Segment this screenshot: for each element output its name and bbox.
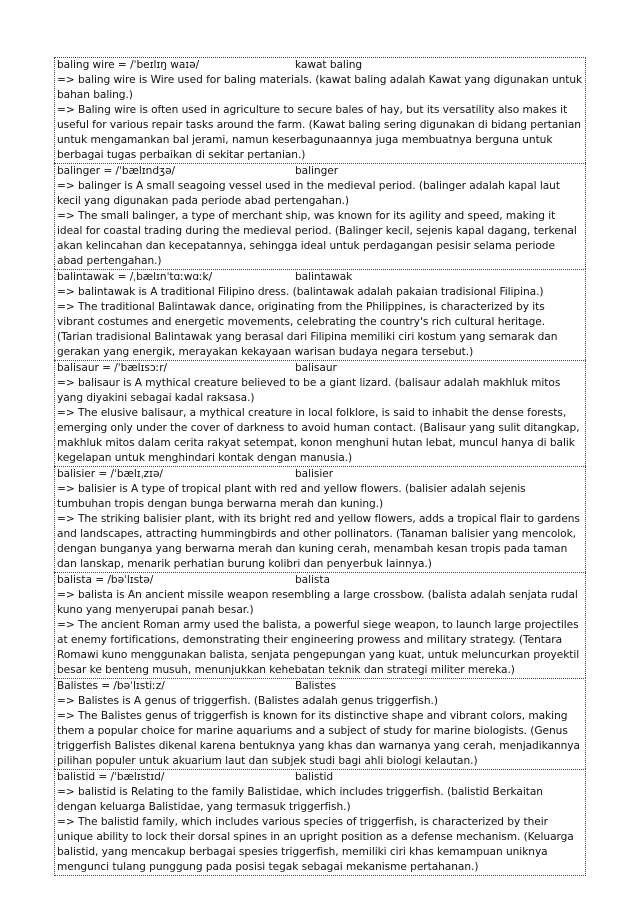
entry-definition: => balinger is A small seagoing vessel used in the medieval period. (balinger adalah kapal laut kecil yang digunakan pada periode abad pertengahan.) (57, 180, 560, 207)
entry-example: => The ancient Roman army used the balista, a powerful siege weapon, to launch large projectiles at enemy fortifications, demonstrating their engineering prowess and military strategy. (Tentara Romawi kuno menggunakan balista, senjata pengepungan yang kuat, untuk meluncurkan proyektil besar ke benteng musuh, menunjukkan kehebatan teknik dan strategi militer mereka.) (57, 619, 580, 676)
entry-example: => The Balistes genus of triggerfish is known for its distinctive shape and vibrant colors, making them a popular choice for marine aquariums and a subject of study for marine biologists. (Genus triggerfish Balistes dikenal karena bentuknya yang khas dan warnanya yang cerah, menjadikannya pilihan populer untuk akuarium laut dan subjek studi bagi ahli biologi kelautan.) (57, 710, 580, 767)
entry-definition: => balintawak is A traditional Filipino dress. (balintawak adalah pakaian tradisional Filipina.) (57, 286, 544, 298)
dictionary-entry (54, 163, 586, 269)
entry-pronunciation: balistid = /ˈbælɪstɪd/ (57, 771, 165, 783)
entry-header (55, 679, 585, 694)
entry-definition: => Balistes is A genus of triggerfish. (Balistes adalah genus triggerfish.) (57, 695, 438, 707)
dictionary-entry (54, 360, 586, 466)
entry-example: => The traditional Balintawak dance, originating from the Philippines, is characterized by its vibrant costumes and energetic movements, celebrating the country's rich cultural heritage. (Tarian tradisional Balintawak yang berasal dari Filipina memiliki ciri kostum yang semarak dan gerakan yang energik, merayakan kekayaan warisan budaya negara tersebut.) (57, 301, 558, 358)
entry-header (55, 467, 585, 482)
entry-translation: balista (295, 574, 330, 586)
entry-pronunciation: balisaur = /ˈbælɪsɔːr/ (57, 362, 168, 374)
entry-example: => The balistid family, which includes various species of triggerfish, is characterized by their unique ability to lock their dorsal spines in an upright position as a defense mechanism. (Keluarga balistid, yang mencakup berbagai spesies triggerfish, memiliki ciri khas kemampuan uniknya mengunci tulang punggung pada posisi tegak sebagai mekanisme pertahanan.) (57, 816, 574, 873)
entry-header (55, 58, 585, 73)
entry-translation: balistid (295, 771, 334, 783)
entry-header (55, 361, 585, 376)
entry-translation: balisier (295, 468, 334, 480)
entry-header (55, 770, 585, 785)
dictionary-entry (54, 769, 586, 876)
dictionary-entry (54, 572, 586, 678)
entry-header (55, 270, 585, 285)
entry-translation: balisaur (295, 362, 337, 374)
dictionary-entry (54, 269, 586, 360)
entry-definition: => balistid is Relating to the family Balistidae, which includes triggerfish. (balistid Berkaitan dengan keluarga Balistidae, yang termasuk triggerfish.) (57, 786, 543, 813)
entry-pronunciation: balinger = /ˈbælɪndʒə/ (57, 165, 176, 177)
entry-pronunciation: balista = /bəˈlɪstə/ (57, 574, 154, 586)
entry-header (55, 164, 585, 179)
entry-pronunciation: Balistes = /bəˈlɪstiːz/ (57, 680, 165, 692)
entry-header (55, 573, 585, 588)
entry-pronunciation: balisier = /ˈbælɪˌzɪə/ (57, 468, 163, 480)
entry-example: => The striking balisier plant, with its bright red and yellow flowers, adds a tropical flair to gardens and landscapes, attracting hummingbirds and other pollinators. (Tanaman balisier yang mencolok, dengan bunganya yang berwarna merah dan kuning cerah, menambah kesan tropis pada taman dan lanskap, menarik perhatian burung kolibri dan penyerbuk lainnya.) (57, 513, 580, 570)
entry-pronunciation: baling wire = /ˈbeɪlɪŋ waɪə/ (57, 59, 200, 71)
entry-pronunciation: balintawak = /ˌbælɪnˈtɑːwɑːk/ (57, 271, 213, 283)
entry-definition: => balisaur is A mythical creature believed to be a giant lizard. (balisaur adalah makhluk mitos yang diyakini sebagai kadal raksasa.) (57, 377, 561, 404)
dictionary-entry (54, 57, 586, 163)
entry-example: => The small balinger, a type of merchant ship, was known for its agility and speed, making it ideal for coastal trading during the medieval period. (Balinger kecil, sejenis kapal dagang, terkenal akan kelincahan dan kecepatannya, sehingga ideal untuk perdagangan pesisir selama periode abad pertengahan.) (57, 210, 577, 267)
entry-definition: => balisier is A type of tropical plant with red and yellow flowers. (balisier adalah sejenis tumbuhan tropis dengan bunga berwarna merah dan kuning.) (57, 483, 526, 510)
entry-example: => Baling wire is often used in agriculture to secure bales of hay, but its versatility also makes it useful for various repair tasks around the farm. (Kawat baling sering digunakan di bidang pertanian untuk mengamankan bal jerami, namun keserbagunaannya juga membuatnya berguna untuk berbagai tugas perbaikan di sekitar pertanian.) (57, 104, 581, 161)
entry-translation: Balistes (295, 680, 336, 692)
entry-example: => The elusive balisaur, a mythical creature in local folklore, is said to inhabit the dense forests, emerging only under the cover of darkness to avoid human contact. (Balisaur yang sulit ditangkap, makhluk mitos dalam cerita rakyat setempat, konon menghuni hutan lebat, muncul hanya di balik kegelapan untuk menghindari kontak dengan manusia.) (57, 407, 580, 464)
dictionary-entry (54, 678, 586, 769)
dictionary-entry (54, 466, 586, 572)
entry-translation: balintawak (295, 271, 353, 283)
entry-definition: => balista is An ancient missile weapon resembling a large crossbow. (balista adalah senjata rudal kuno yang menyerupai panah besar.) (57, 589, 578, 616)
dictionary-document (54, 57, 586, 876)
entry-definition: => baling wire is Wire used for baling materials. (kawat baling adalah Kawat yang digunakan untuk bahan baling.) (57, 74, 583, 101)
entry-translation: kawat baling (295, 59, 363, 71)
entry-translation: balinger (295, 165, 339, 177)
